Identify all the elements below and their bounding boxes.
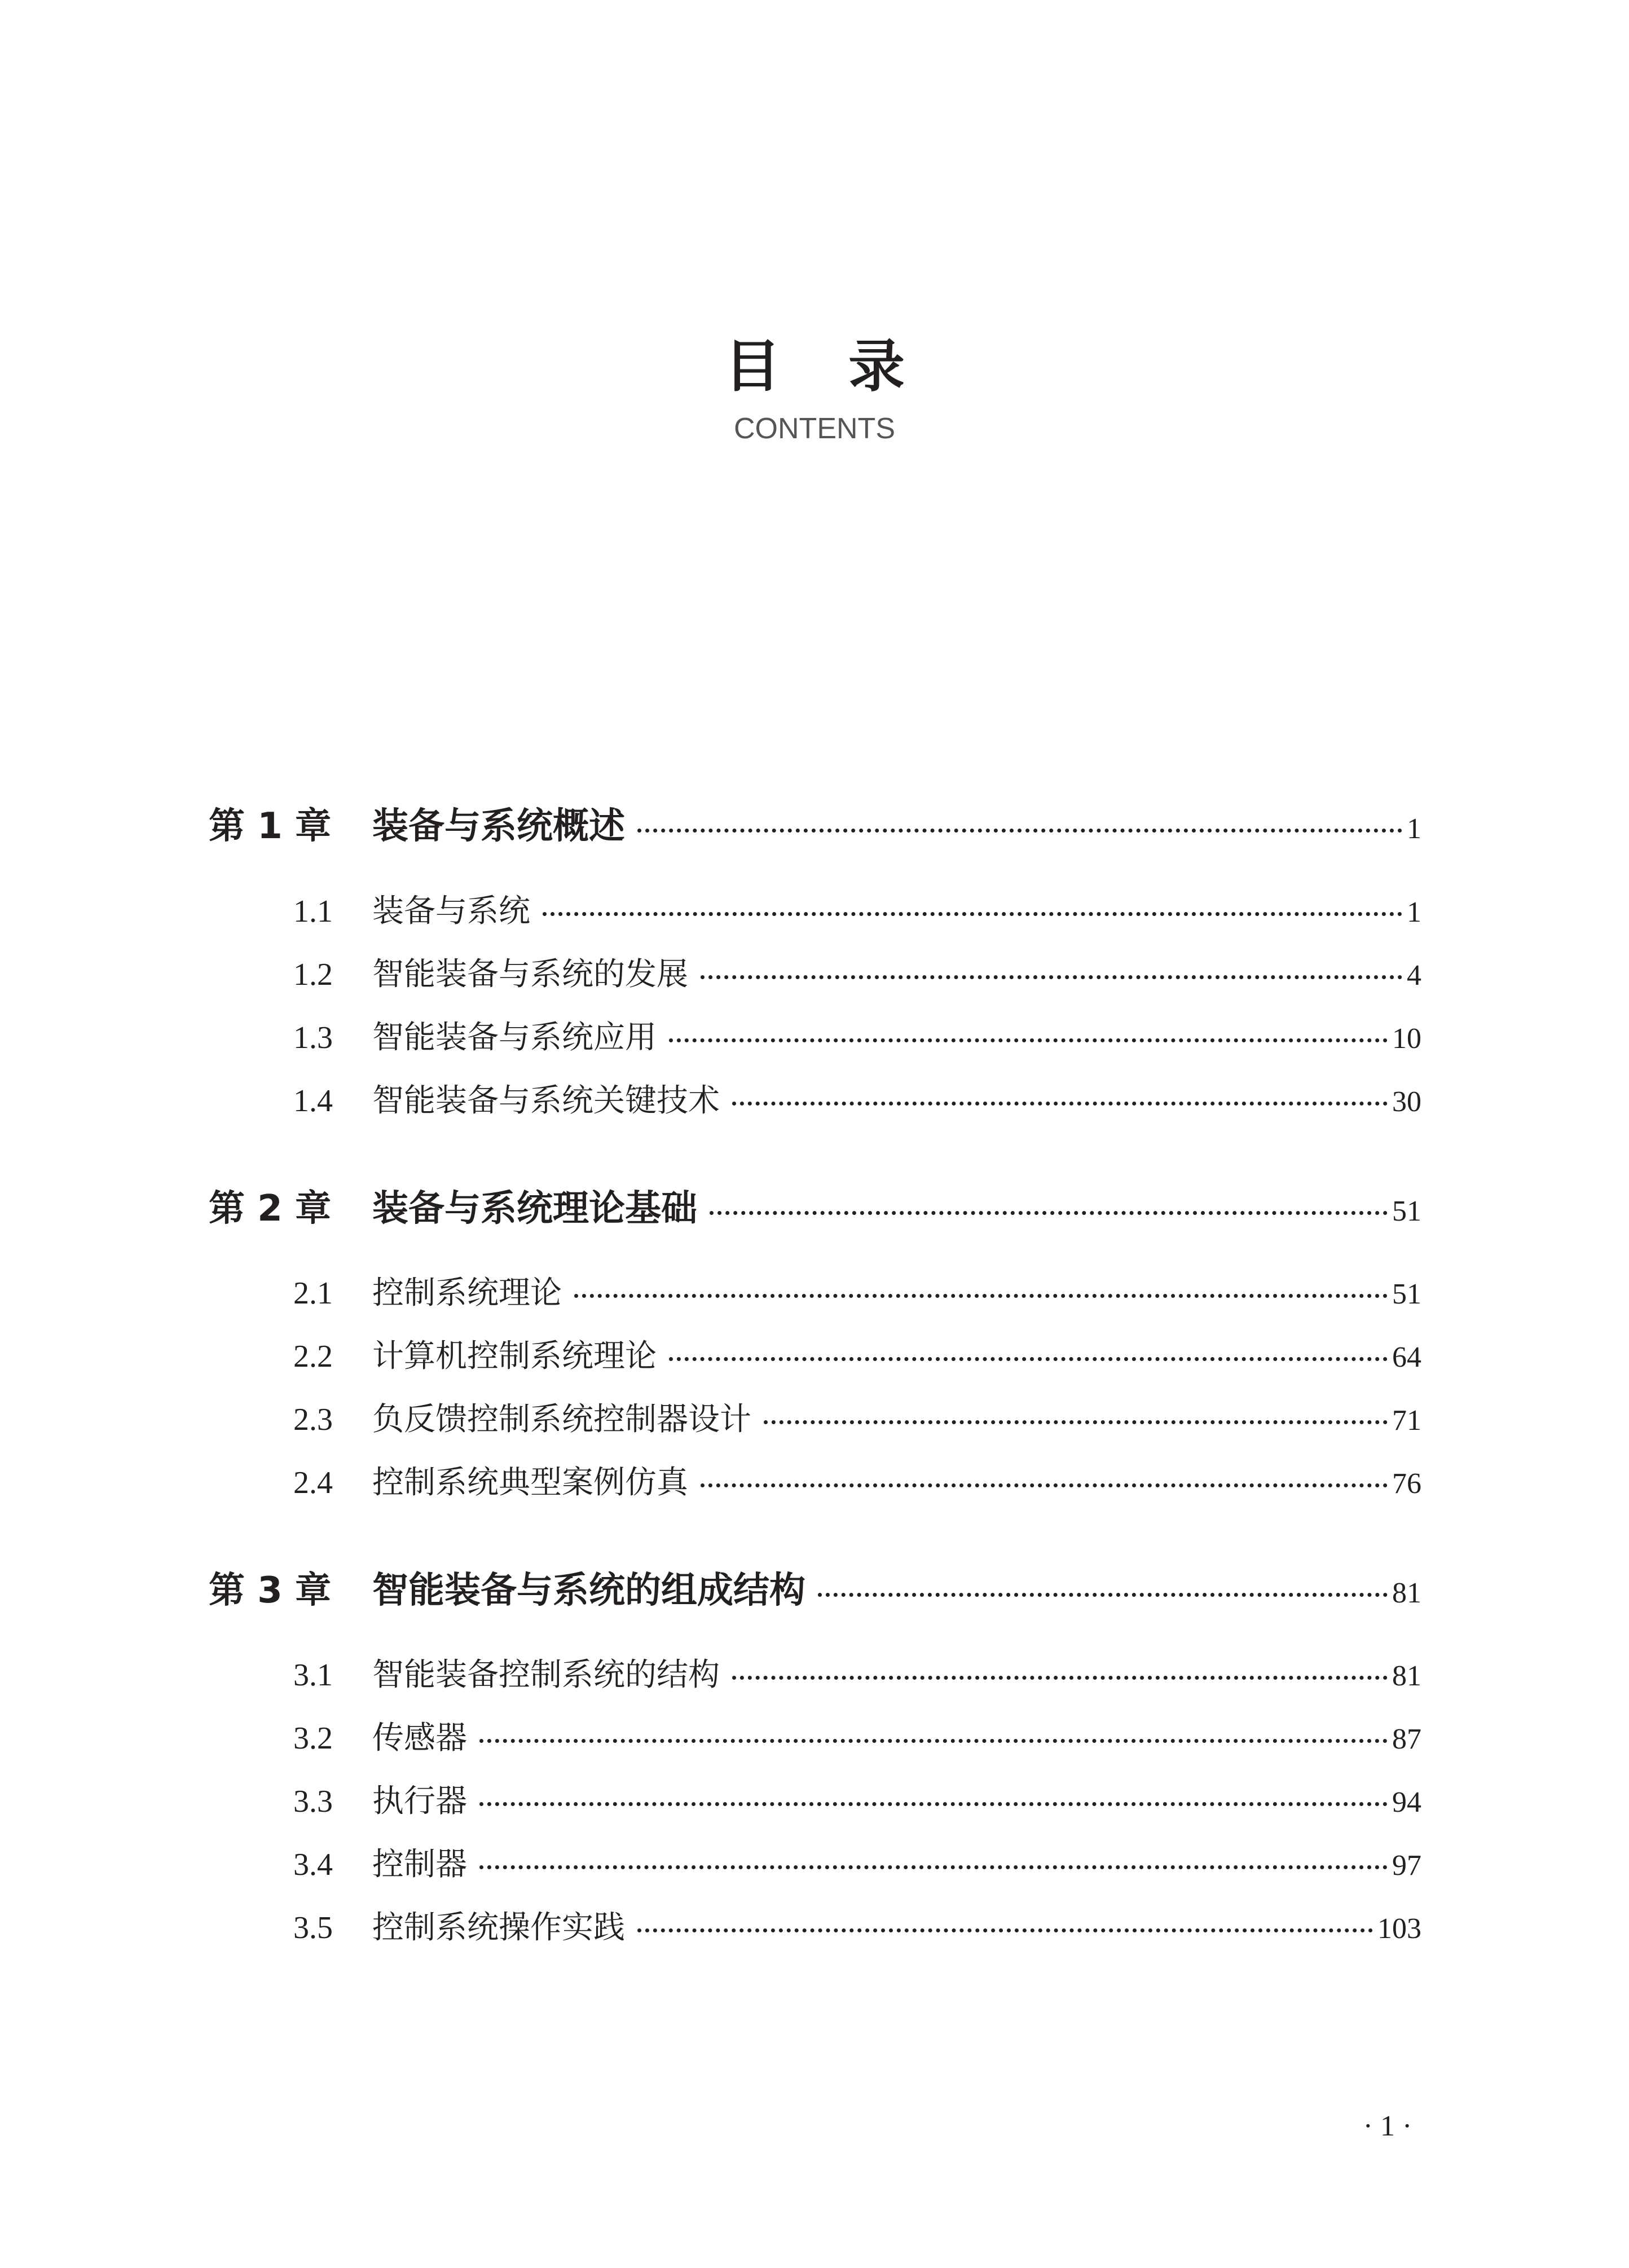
page-number: 81 [1392, 1577, 1421, 1609]
section-title: 智能装备控制系统的结构 [372, 1657, 720, 1693]
section-title: 智能装备与系统应用 [372, 1019, 657, 1056]
section-number: 1.4 [293, 1084, 333, 1118]
chapter-number: 第 1 章 [209, 805, 332, 847]
dot-leader [479, 1802, 1388, 1806]
page-number: 51 [1392, 1278, 1421, 1310]
chapter-number: 第 2 章 [209, 1188, 332, 1230]
page-number: 10 [1392, 1023, 1421, 1055]
section-title: 装备与系统 [372, 893, 530, 930]
section-number: 3.1 [293, 1658, 333, 1693]
section-title: 控制系统操作实践 [372, 1909, 625, 1946]
chapter-number: 第 3 章 [209, 1570, 332, 1611]
dot-leader [701, 975, 1402, 979]
dot-leader [574, 1294, 1388, 1298]
dot-leader [701, 1483, 1388, 1487]
dot-leader [669, 1038, 1388, 1042]
dot-leader [637, 829, 1402, 833]
toc-section-3-1 [209, 1653, 1421, 1698]
page-number: 71 [1392, 1404, 1421, 1437]
table-of-contents [209, 0, 1421, 2268]
toc-chapter-3 [209, 1565, 1421, 1616]
page-number: 51 [1392, 1195, 1421, 1227]
dot-leader [479, 1865, 1388, 1869]
section-number: 2.1 [293, 1276, 333, 1311]
page-number: 64 [1392, 1341, 1421, 1373]
toc-section-2-2 [209, 1334, 1421, 1379]
page-number: 4 [1407, 959, 1421, 992]
toc-section-3-4 [209, 1842, 1421, 1887]
dot-leader [710, 1211, 1388, 1215]
section-number: 2.4 [293, 1465, 333, 1500]
section-title: 控制系统典型案例仿真 [372, 1464, 688, 1501]
page-number: 97 [1392, 1849, 1421, 1882]
dot-leader [732, 1102, 1388, 1106]
page-number: 76 [1392, 1468, 1421, 1500]
toc-section-2-4 [209, 1460, 1421, 1505]
dot-leader [543, 912, 1402, 916]
toc-section-3-5 [209, 1905, 1421, 1950]
toc-section-2-1 [209, 1271, 1421, 1316]
toc-section-2-3 [209, 1397, 1421, 1442]
toc-section-1-1 [209, 889, 1421, 934]
chapter-title: 智能装备与系统的组成结构 [372, 1570, 805, 1611]
page-number: 103 [1377, 1913, 1421, 1945]
toc-section-1-2 [209, 952, 1421, 997]
dot-leader [732, 1676, 1388, 1680]
dot-leader [818, 1593, 1388, 1597]
dot-leader [669, 1357, 1388, 1361]
section-number: 3.2 [293, 1721, 333, 1756]
section-number: 3.3 [293, 1784, 333, 1819]
section-number: 1.2 [293, 957, 333, 992]
page-number: 1 [1407, 813, 1421, 845]
page-number: 1 [1407, 896, 1421, 928]
page-subtitle: CONTENTS [734, 412, 895, 445]
dot-leader [479, 1739, 1388, 1743]
page-folio: · 1 · [1363, 2110, 1412, 2142]
section-title: 智能装备与系统的发展 [372, 956, 688, 993]
section-title: 计算机控制系统理论 [372, 1338, 657, 1375]
dot-leader [637, 1928, 1373, 1932]
page-title: 目录 [724, 333, 972, 399]
chapter-title: 装备与系统概述 [372, 805, 625, 847]
page-number: 81 [1392, 1660, 1421, 1692]
page-number: 87 [1392, 1723, 1421, 1755]
section-title: 负反馈控制系统控制器设计 [372, 1401, 751, 1438]
page-number: 94 [1392, 1786, 1421, 1818]
section-title: 控制器 [372, 1846, 467, 1883]
section-title: 控制系统理论 [372, 1275, 562, 1311]
section-title: 智能装备与系统关键技术 [372, 1082, 720, 1119]
toc-chapter-1 [209, 801, 1421, 852]
toc-chapter-2 [209, 1183, 1421, 1234]
page-number: 30 [1392, 1086, 1421, 1118]
toc-section-3-2 [209, 1716, 1421, 1761]
section-title: 传感器 [372, 1720, 467, 1756]
section-number: 1.3 [293, 1020, 333, 1055]
section-number: 3.4 [293, 1847, 333, 1882]
section-number: 3.5 [293, 1910, 333, 1945]
dot-leader [764, 1420, 1388, 1424]
section-title: 执行器 [372, 1783, 467, 1820]
section-number: 1.1 [293, 894, 333, 929]
section-number: 2.2 [293, 1339, 333, 1374]
section-number: 2.3 [293, 1402, 333, 1437]
toc-section-1-3 [209, 1015, 1421, 1060]
toc-section-3-3 [209, 1779, 1421, 1824]
chapter-title: 装备与系统理论基础 [372, 1188, 697, 1230]
toc-section-1-4 [209, 1078, 1421, 1124]
